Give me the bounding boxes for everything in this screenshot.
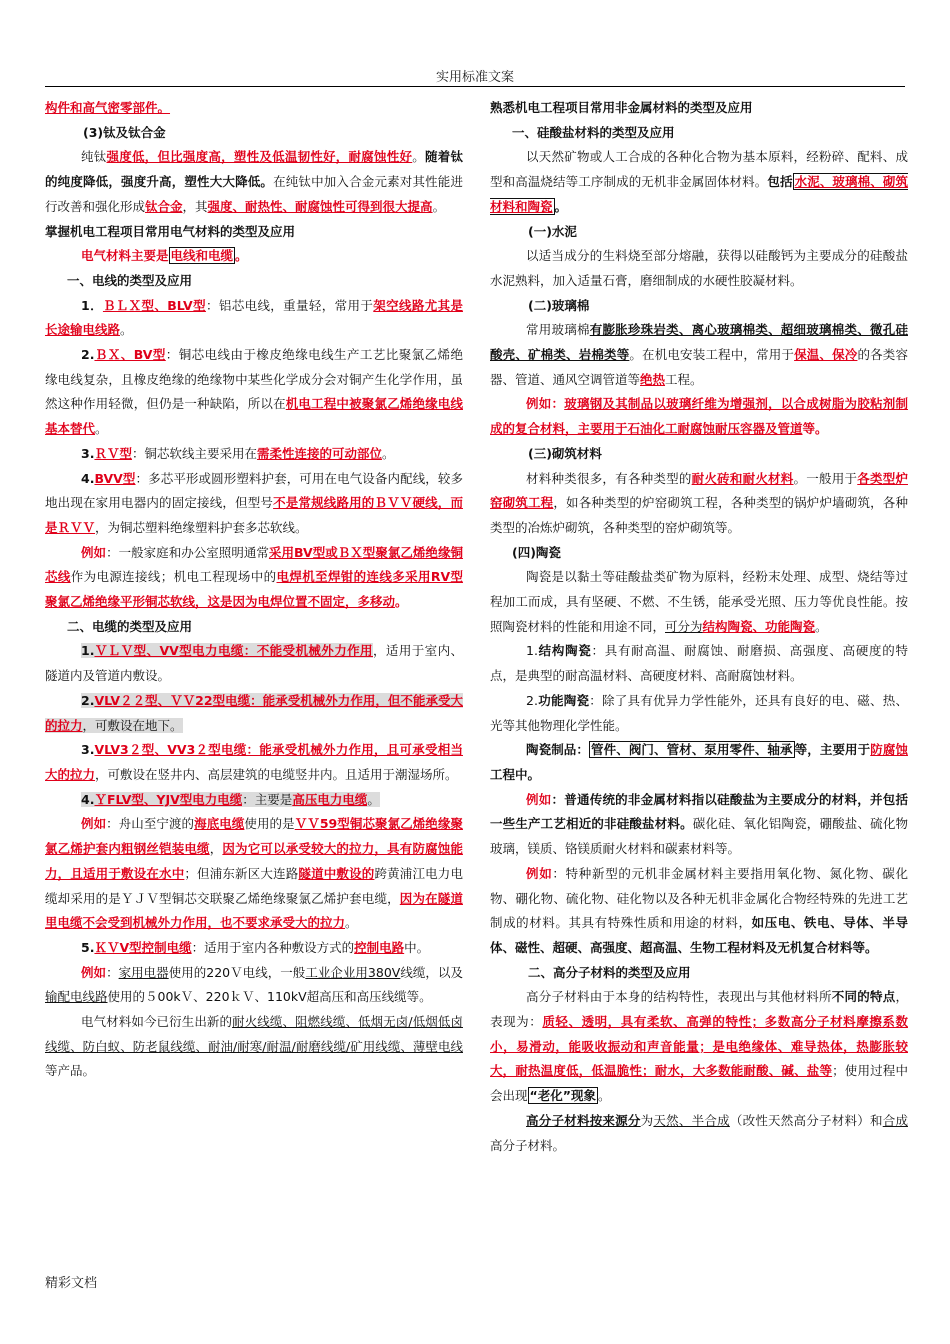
- text-bold: 包括: [767, 174, 793, 190]
- para-traditional-example: [490, 788, 908, 862]
- heading-masonry: (三)砌筑材料: [528, 445, 602, 461]
- text: 跨黄浦江电力电缆却采用的是ＹＪＶ型铜芯交联聚乙烯绝缘聚氯乙烯护套电缆，: [45, 865, 463, 906]
- text-underline: 合成: [882, 1112, 908, 1128]
- text-bold: 3.: [81, 445, 95, 461]
- text: ：舟山至宁渡的: [106, 816, 195, 832]
- para-wire-example: [45, 541, 463, 615]
- text-bold: 5.: [81, 939, 95, 955]
- para-voltage-example: [45, 961, 463, 1010]
- text-bold: 4.: [81, 470, 95, 486]
- para-cable-4: [45, 788, 463, 813]
- heading-polymer: 二、高分子材料的类型及应用: [528, 964, 691, 980]
- para-glass-wool: [490, 318, 908, 392]
- text-underline: 天然、半合成: [653, 1112, 730, 1128]
- text: ，适用于室内、隧道内及管道内敷设。: [45, 643, 463, 684]
- text-red: ＶＶ59型铜芯聚氯乙烯绝缘聚氯乙烯护套内粗钢丝铠装电缆: [45, 816, 463, 857]
- text-bold-underline: 高分子材料按来源分: [526, 1112, 641, 1128]
- heading-glass-wool: (二)玻璃棉: [528, 297, 590, 313]
- page-header: 实用标准文案: [435, 70, 514, 85]
- text-bold: ：普通传统的非金属材料指以硅酸盐为主要成分的材料，并包括一些生产工艺相近的非硅酸盐材料。: [490, 791, 908, 832]
- heading-ceramics: (四)陶瓷: [512, 544, 561, 560]
- para-special-example: [490, 862, 908, 961]
- text: 高分子材料。: [490, 1137, 566, 1153]
- text-red: BVV型: [94, 470, 136, 486]
- text: 。在机电安装工程中，常用于: [629, 347, 795, 363]
- text-red: 不是常规线路用的ＢＶＶ硬线，而是ＲＶＶ: [45, 495, 463, 535]
- text-bold: 功能陶瓷: [537, 692, 590, 708]
- text-bold: 随着钛的纯度降低，强度升高，塑性大大降低。: [45, 149, 463, 190]
- text-red: 需柔性连接的可动部位: [256, 445, 382, 461]
- text: ：适用于室内各种敷设方式的: [191, 939, 355, 955]
- text: （改性天然高分子材料）和: [729, 1112, 883, 1128]
- text: ：具有耐高温、耐腐蚀、耐磨损、高强度、高硬度的特点，是典型的耐高温材料、高硬度材料、高耐腐蚀材料。: [490, 643, 908, 684]
- text: 为: [640, 1112, 654, 1128]
- example-label: 例如: [526, 791, 552, 807]
- text-red: 架空线路尤其是长途输电线路: [45, 297, 463, 338]
- text: 。一般用于: [793, 470, 858, 486]
- para-electrical-main: [45, 244, 463, 269]
- text-red: 高压电力电缆: [292, 791, 368, 807]
- boxed-text: “老化”现象: [529, 1088, 596, 1104]
- text: ：除了具有优异力学性能外，还具有良好的电、磁、热、光等其他物理化学性能。: [490, 692, 908, 733]
- text-bold: 1.: [81, 643, 95, 659]
- para-silicate: [490, 145, 908, 219]
- para-frp-example: [490, 392, 908, 441]
- text-red: 质轻、透明，具有柔软、高弹的特性；多数高分子材料摩擦系数小，易滑动，能吸收振动和声音能量；是电绝缘体、难导热体，热膨胀较大，耐热温度低，低温脆性；耐水，大多数能耐酸、碱、盐等: [490, 1014, 908, 1079]
- text: 。: [367, 791, 380, 807]
- text: 电气材料如今已衍生出新的: [81, 1014, 233, 1030]
- example-label: 例如: [81, 816, 107, 832]
- text-red: 因为它可以承受较大的拉力，具有防腐蚀能力，且适用于敷设在水中: [45, 841, 463, 881]
- text: ：铜芯软线主要采用在: [131, 445, 257, 461]
- text-bold: 陶瓷制品：: [526, 742, 590, 758]
- text-bold: 。: [554, 198, 568, 214]
- heading-cement: (一)水泥: [528, 223, 577, 239]
- text: 。: [95, 421, 108, 437]
- text-underline: 工业企业用380V: [305, 964, 401, 980]
- text: 线缆，以及: [400, 964, 463, 980]
- text-red: 保温、保冷: [794, 347, 858, 363]
- text: 陶瓷是以黏土等硅酸盐类矿物为原料，经粉末处理、成型、烧结等过程加工而成，具有坚硬、不燃、不生锈，能承受光照、压力等优良性能。按照陶瓷材料的性能和用途不同，: [490, 569, 908, 634]
- text-red: 绝热: [640, 371, 666, 387]
- boxed-text: 电线和电缆: [170, 248, 234, 264]
- text-bold: 4.: [81, 791, 95, 807]
- text-bold: 3.: [81, 742, 95, 758]
- text: ：特种新型的元机非金属材料主要指用氧化物、氮化物、碳化物、硼化物、硫化物、硅化物以及各种无机非金属化合物经特殊的先进工艺制成的材料。其具有特殊性质和用途的材料，: [490, 865, 908, 931]
- text-red: 机电工程中被聚氯乙烯绝缘电线基本替代: [45, 396, 463, 437]
- para-masonry: [490, 467, 908, 541]
- example-label: 例如: [81, 544, 107, 560]
- text-red: 采用BV型或ＢＸ型聚氯乙烯绝缘铜芯线: [45, 544, 463, 585]
- example-label: 例如: [526, 865, 553, 881]
- text: 常用玻璃棉: [526, 322, 590, 338]
- para-wire-1: [45, 294, 463, 343]
- text-red: VLV3２型、VV3２型电缆：能承受机械外力作用，且可承受相当大的拉力: [45, 742, 463, 782]
- para-titanium-end: [45, 96, 463, 121]
- text: 。: [120, 322, 133, 338]
- text-bold: 工程中。: [490, 766, 541, 782]
- text: 2.: [526, 692, 538, 708]
- text: ：铜芯电线由于橡皮绝缘电线生产工艺比聚氯乙烯绝缘电线复杂，且橡皮绝缘的绝缘物中某些化学成分会对铜产生化学作用，虽然这种作用轻微，但仍是一种缺陷，所以在: [45, 347, 463, 412]
- text-red: 控制电路: [354, 939, 405, 955]
- text-red: 结构陶瓷、功能陶瓷: [702, 618, 816, 634]
- para-ceramics: [490, 565, 908, 639]
- example-label: 例如: [81, 964, 107, 980]
- text-red: 钛合金: [145, 198, 183, 214]
- text-red: VLV２２型、ＶＶ22型电缆：能承受机械外力作用，但不能承受大的拉力: [45, 692, 463, 733]
- text-red: 。: [395, 594, 408, 610]
- text-red: 耐火砖和耐火材料: [691, 470, 794, 486]
- text: ，可敷设在竖井内、高层建筑的电缆竖井内。且适用于潮湿场所。: [95, 766, 458, 782]
- text-red: 电气材料主要是: [81, 248, 169, 264]
- section-heading-nonmetal: 熟悉机电工程项目常用非金属材料的类型及应用: [490, 100, 753, 115]
- text: 高分子材料由于本身的结构特性，表现出与其他材料所: [526, 989, 832, 1005]
- text: ：多芯平形或圆形塑料护套，可用在电气设备内配线，较多地出现在家用电器内的固定接线，但型号: [45, 470, 463, 511]
- text-red: 强度、耐热性、耐腐蚀性可得到很大提高: [207, 198, 433, 214]
- text: 作为电源连接线；机电工程现场中的: [70, 569, 277, 585]
- para-cable-2: [45, 689, 463, 738]
- text-red: ＢＸ、BV型: [94, 347, 166, 363]
- text: 纯钛: [81, 149, 107, 165]
- para-polymer: [490, 985, 908, 1109]
- header-divider: [45, 86, 905, 87]
- text: ，可敷设在地下。: [82, 717, 183, 733]
- para-cable-1: [45, 639, 463, 688]
- text: ：主要是: [242, 791, 293, 807]
- para-pure-titanium: [45, 145, 463, 219]
- text: 。: [382, 445, 395, 461]
- para-new-cables: [45, 1010, 463, 1084]
- text-red: ＫＶV型控制电缆: [94, 939, 192, 955]
- text: 。: [412, 149, 425, 165]
- text-red: ＹFLV型、YJV型电力电缆: [94, 791, 243, 807]
- text: 。: [432, 198, 446, 214]
- text: 工程。: [665, 371, 703, 387]
- text-red: ＶＬＶ型、VV型电力电缆：不能受机械外力作用: [94, 643, 373, 659]
- text: 中。: [404, 939, 430, 955]
- left-column: [45, 96, 463, 1084]
- text-red: 电焊机至焊钳的连线多采用RV型聚氯乙烯绝缘平形铜芯软线，这是因为电焊位置不固定，多移动: [45, 569, 463, 610]
- text-bold: 2.: [81, 347, 95, 363]
- text: ，其: [182, 198, 208, 214]
- text: 在纯钛中加入合金元素对其性能进行改善和强化形成: [45, 174, 463, 214]
- text-bold: 结构陶瓷: [537, 643, 592, 659]
- boxed-text: 管件、阀门、管材、泵用零件、轴承: [591, 742, 793, 758]
- example-label: 例如：: [526, 396, 565, 412]
- text-bold: 1．: [81, 297, 103, 313]
- text: 。: [345, 915, 358, 931]
- page-footer: 精彩文档: [45, 1276, 98, 1291]
- text: ，如各种类型的炉窑砌筑工程，各种类型的锅炉炉墙砌筑，各种类型的冶炼炉砌筑，各种类型的窑炉砌筑等。: [490, 495, 908, 535]
- text-red: 海底电缆: [194, 816, 245, 832]
- text-bold: 2.: [81, 692, 95, 708]
- text-bold: 不同的特点: [831, 989, 896, 1005]
- boxed-text: 水泥、玻璃棉、砌筑材料和陶瓷: [490, 174, 908, 214]
- heading-titanium: (3)钛及钛合金: [83, 124, 166, 140]
- text-red: 玻璃钢及其制品以玻璃纤维为增强剂，以合成树脂为胶粘剂制成的复合材料，主要用于石油化工耐腐蚀耐压容器及管道: [490, 396, 908, 437]
- text-red: 防腐蚀: [870, 742, 908, 758]
- heading-wires: 一、电线的类型及应用: [67, 272, 193, 288]
- para-cable-5: [45, 936, 463, 961]
- text: 1.: [526, 643, 538, 659]
- text: 等产品。: [45, 1063, 96, 1079]
- text-red: ＢＬＸ型、BLV型: [102, 297, 206, 313]
- text-red: 因为在隧道里电缆不会受到机械外力作用，也不要求承受大的拉力: [45, 890, 463, 931]
- text-red: 各类型炉窑砌筑工程: [490, 470, 908, 511]
- section-heading-electrical: 掌握机电工程项目常用电气材料的类型及应用: [45, 223, 296, 239]
- text: ，表现为：: [490, 989, 908, 1030]
- text: 材料种类很多，有各种类型的: [526, 470, 692, 486]
- text: ；使用过程中会出现: [490, 1063, 908, 1104]
- text: 使用的是: [244, 816, 295, 832]
- text-red: 隧道中敷设的: [298, 865, 375, 881]
- right-column: [490, 96, 908, 1158]
- text-bold: 等，主要用于: [794, 742, 871, 758]
- text: 使用的220Ｖ电线，一般: [168, 964, 306, 980]
- text-underline: 可分为: [665, 618, 703, 634]
- para-wire-2: [45, 343, 463, 442]
- text: 使用的５00kＶ、220ｋＶ、110kV超高压和高压线缆等。: [107, 989, 432, 1005]
- text-underline: 耐火线缆、阻燃线缆、低烟无卤/低烟低卤线缆、防白蚁、防老鼠线缆、耐油/耐寒/耐温/耐磨线缆/矿用线缆、薄壁电线: [45, 1014, 463, 1054]
- para-structural-ceramics: [490, 639, 908, 688]
- para-polymer-source: [490, 1109, 908, 1158]
- para-wire-3: [45, 442, 463, 467]
- text-underline: 家用电器: [118, 964, 169, 980]
- text-bold-underline: 有膨胀珍珠岩类、离心玻璃棉类、超细玻璃棉类、微孔硅酸壳、矿棉类、岩棉类等: [490, 322, 908, 363]
- text-underline: 输配电线路: [45, 989, 108, 1005]
- para-cable-example: [45, 812, 463, 936]
- text: ：铝芯电线，重量轻，常用于: [205, 297, 374, 313]
- text-red: 构件和高气密零部件。: [45, 100, 171, 115]
- text-red: ＲＶ型: [94, 445, 132, 461]
- text: 。: [597, 1088, 611, 1104]
- text: ，为铜芯塑料绝缘塑料护套多芯软线。: [95, 519, 308, 535]
- para-ceramic-products: [490, 738, 908, 787]
- para-functional-ceramics: [490, 689, 908, 738]
- text: 碳化硅、氧化铝陶瓷，硼酸盐、硫化物玻璃，镁质、铬镁质耐火材料和碳素材料等。: [490, 816, 908, 857]
- heading-cables: 二、电缆的类型及应用: [67, 618, 193, 634]
- text: ；但浦东新区大连路: [184, 865, 299, 881]
- text-red: 强度低，但比强度高，塑性及低温韧性好，耐腐蚀性好: [106, 149, 413, 165]
- text: ：: [106, 964, 119, 980]
- text: 以天然矿物或人工合成的各种化合物为基本原料，经粉碎、配料、成型和高温烧结等工序制成的无机非金属固体材料。: [490, 149, 908, 190]
- para-wire-4: [45, 467, 463, 541]
- text: ，: [209, 841, 223, 857]
- text: 的各类容器、管道、通风空调管道等: [490, 347, 908, 387]
- para-cable-3: [45, 738, 463, 787]
- text-red: 等。: [802, 421, 828, 437]
- para-cement: 以适当成分的生料烧至部分熔融，获得以硅酸钙为主要成分的硅酸盐水泥熟料，加入适量石膏，磨细制成的水硬性胶凝材料。: [490, 248, 908, 288]
- text: 。: [815, 618, 828, 634]
- text-bold: 如压电、铁电、导体、半导体、磁性、超硬、高强度、超高温、生物工程材料及无机复合材料等。: [490, 915, 908, 955]
- text: ：一般家庭和办公室照明通常: [106, 544, 269, 560]
- text-red: 。: [235, 248, 248, 264]
- heading-silicate: 一、硅酸盐材料的类型及应用: [512, 124, 675, 140]
